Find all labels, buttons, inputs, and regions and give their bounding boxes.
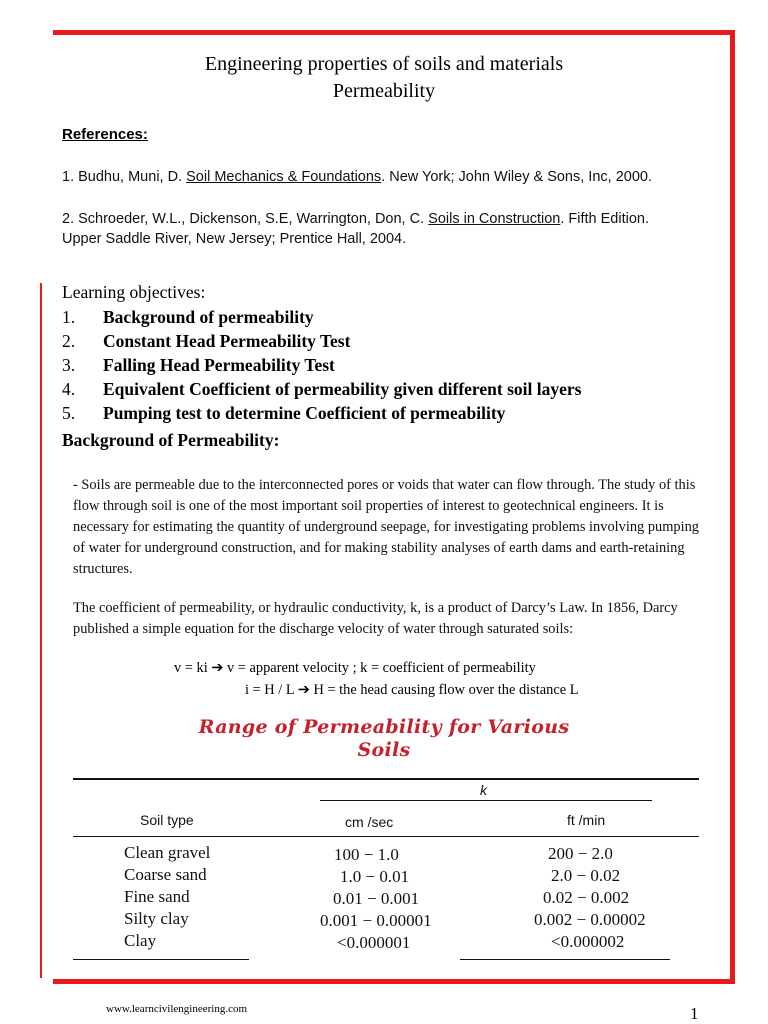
- table-title-line-1: Range of Permeability for Various: [198, 716, 570, 738]
- list-item: [62, 305, 581, 329]
- darcy-equation-1: [174, 660, 536, 677]
- reference-2-prefix: 2. Schroeder, W.L., Dickenson, S.E, Warrington, Don, C.: [62, 211, 429, 227]
- list-item: [62, 401, 581, 425]
- list-item-number: 1.: [62, 307, 76, 327]
- list-item-text: Equivalent Coefficient of permeability given different soil layers: [103, 379, 582, 399]
- table-group-rule: [320, 800, 652, 801]
- list-item: [62, 377, 581, 401]
- list-item: [62, 329, 581, 353]
- list-item-text: Pumping test to determine Coefficient of permeability: [103, 403, 506, 423]
- equation-2-lhs: i = H / L: [245, 682, 295, 698]
- cell-soil-type: Fine sand: [124, 887, 190, 906]
- equation-1-definition: v = apparent velocity ; k = coefficient of permeability: [226, 660, 536, 676]
- list-item-text: Falling Head Permeability Test: [103, 355, 335, 375]
- page-frame-left-rule: [40, 283, 42, 978]
- cell-cm-sec: 100 − 1.0: [334, 845, 399, 864]
- list-item-number: 3.: [62, 355, 76, 375]
- cell-soil-type: Clay: [124, 931, 157, 950]
- page-number: 1: [690, 1004, 699, 1023]
- reference-1-book: Soil Mechanics & Foundations: [186, 169, 382, 185]
- darcy-equation-2: [245, 682, 579, 699]
- cell-cm-sec: 1.0 − 0.01: [340, 867, 410, 886]
- list-item: [62, 353, 581, 377]
- column-header-ft-min: ft /min: [567, 812, 606, 828]
- table-top-rule: [73, 778, 699, 780]
- references-heading: References:: [62, 126, 148, 143]
- column-header-soil-type: Soil type: [140, 812, 194, 828]
- equation-2-definition: H = the head causing flow over the distance L: [313, 682, 579, 698]
- reference-1-prefix: 1. Budhu, Muni, D.: [62, 169, 187, 185]
- footer-url: www.learncivilengineering.com: [106, 1003, 248, 1015]
- cell-soil-type: Silty clay: [124, 909, 189, 928]
- cell-ft-min: 0.02 − 0.002: [543, 888, 630, 907]
- table-bottom-rule-left: [73, 959, 249, 960]
- learning-objectives-list: [62, 305, 581, 425]
- table-bottom-rule-right: [460, 959, 670, 960]
- document-title: Engineering properties of soils and materials: [204, 53, 564, 75]
- list-item-number: 4.: [62, 379, 76, 399]
- list-item-number: 2.: [62, 331, 76, 351]
- background-paragraph-1: - Soils are permeable due to the interconnected pores or voids that water can flow through. The study of this flow through soil is one of the most important soil properties of interest to geotechnical engineers. It is necessary for estimating the quantity of underground seepage, for investigating problems involving pumping of water for underground construction, and for making stability analyses of earth dams and earth-retaining structures.: [73, 477, 699, 577]
- reference-item-2: [62, 209, 692, 249]
- list-item-text: Constant Head Permeability Test: [103, 331, 351, 351]
- arrow-icon: ➔: [297, 682, 310, 698]
- cell-cm-sec: 0.01 − 0.001: [333, 889, 420, 908]
- arrow-icon: ➔: [211, 660, 224, 676]
- cell-soil-type: Coarse sand: [124, 865, 207, 884]
- reference-item-1: [62, 167, 692, 187]
- cell-ft-min: 2.0 − 0.02: [551, 866, 621, 885]
- reference-2-suffix: . Fifth Edition. Upper Saddle River, New Jersey; Prentice Hall, 2004.: [62, 211, 649, 247]
- reference-1-suffix: . New York; John Wiley & Sons, Inc, 2000.: [381, 169, 652, 185]
- cell-ft-min: 200 − 2.0: [548, 844, 613, 863]
- table-header-rule: [73, 836, 699, 837]
- list-item-number: 5.: [62, 403, 76, 423]
- table-group-header-k: k: [480, 782, 487, 798]
- column-header-cm-sec: cm /sec: [345, 814, 394, 830]
- cell-ft-min: <0.000002: [551, 932, 625, 951]
- cell-ft-min: 0.002 − 0.00002: [534, 910, 646, 929]
- equation-1-lhs: v = ki: [174, 660, 208, 676]
- cell-cm-sec: 0.001 − 0.00001: [320, 911, 432, 930]
- cell-soil-type: Clean gravel: [124, 843, 211, 862]
- cell-cm-sec: <0.000001: [337, 933, 411, 952]
- learning-objectives-heading: Learning objectives:: [62, 282, 206, 302]
- list-item-text: Background of permeability: [103, 307, 314, 327]
- table-title-line-2: Soils: [357, 739, 411, 761]
- document-subtitle: Permeability: [332, 80, 436, 102]
- background-heading: Background of Permeability:: [62, 430, 280, 450]
- background-paragraph-2: The coefficient of permeability, or hydraulic conductivity, k, is a product of Darcy’s Law. In 1856, Darcy published a simple equation for the discharge velocity of water through saturated soils:: [73, 600, 678, 637]
- reference-2-book: Soils in Construction: [428, 211, 561, 227]
